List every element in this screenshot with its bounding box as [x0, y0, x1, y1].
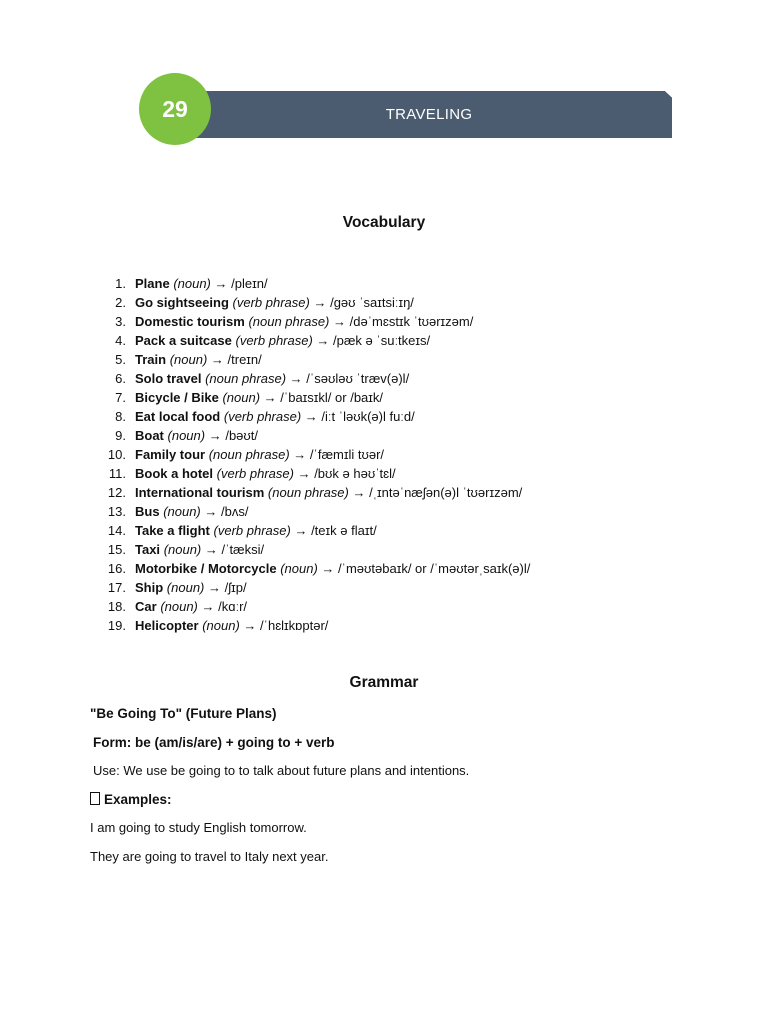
vocabulary-term: Boat	[135, 428, 164, 443]
vocabulary-item	[100, 559, 530, 578]
vocabulary-item	[100, 350, 530, 369]
pronunciation: → /pleɪn/	[214, 276, 268, 291]
vocabulary-term: Plane	[135, 276, 170, 291]
vocabulary-item-number: 9.	[115, 428, 126, 443]
vocabulary-item-number: 7.	[115, 390, 126, 405]
vocabulary-term: Family tour	[135, 447, 206, 462]
vocabulary-term: Book a hotel	[135, 466, 214, 481]
part-of-speech: (noun)	[202, 618, 240, 633]
vocabulary-term: Car	[135, 599, 157, 614]
grammar-use: Use: We use be going to to talk about future plans and intentions.	[93, 763, 470, 778]
vocabulary-item-number: 6.	[115, 371, 126, 386]
part-of-speech: (noun)	[163, 542, 202, 557]
vocabulary-item-number: 1.	[115, 276, 126, 291]
pronunciation: → /bʊk ə həʊˈtɛl/	[297, 466, 396, 481]
vocabulary-term: Domestic tourism	[135, 314, 245, 329]
pronunciation: → /ˈbaɪsɪkl/ or /baɪk/	[263, 390, 384, 405]
vocabulary-item-number: 2.	[115, 295, 126, 310]
pronunciation: → /kɑːr/	[201, 599, 248, 614]
vocabulary-item-number: 10.	[107, 447, 126, 462]
vocabulary-item	[100, 483, 530, 502]
vocabulary-item-number: 8.	[115, 409, 126, 424]
vocabulary-term: Helicopter	[135, 618, 199, 633]
part-of-speech: (noun)	[173, 276, 211, 291]
vocabulary-item	[100, 426, 530, 445]
vocabulary-item-number: 3.	[115, 314, 126, 329]
vocabulary-title: Vocabulary	[342, 214, 426, 231]
vocabulary-term: Bus	[135, 504, 160, 519]
vocabulary-term: Pack a suitcase	[135, 333, 232, 348]
pronunciation: → /bəʊt/	[208, 428, 259, 443]
part-of-speech: (noun)	[160, 599, 198, 614]
vocabulary-item-number: 13.	[107, 504, 126, 519]
vocabulary-term: International tourism	[135, 485, 265, 500]
pronunciation: → /teɪk ə flaɪt/	[294, 523, 377, 538]
vocabulary-item	[100, 445, 530, 464]
part-of-speech: (verb phrase)	[232, 295, 310, 310]
vocabulary-item-number: 11.	[108, 466, 126, 481]
part-of-speech: (noun)	[222, 390, 261, 405]
vocabulary-item	[100, 502, 530, 521]
vocabulary-item	[100, 312, 530, 331]
pronunciation: → /bʌs/	[204, 504, 249, 519]
pronunciation: → /pæk ə ˈsuːtkeɪs/	[316, 333, 431, 348]
vocabulary-term: Take a flight	[135, 523, 210, 538]
part-of-speech: (noun)	[169, 352, 208, 367]
vocabulary-item-number: 17.	[107, 580, 126, 595]
part-of-speech: (noun)	[280, 561, 318, 576]
vocabulary-term: Bicycle / Bike	[135, 390, 219, 405]
vocabulary-item-number: 5.	[115, 352, 126, 367]
part-of-speech: (verb phrase)	[216, 466, 294, 481]
part-of-speech: (noun)	[163, 504, 201, 519]
vocabulary-item	[100, 293, 530, 312]
vocabulary-item-number: 4.	[115, 333, 126, 348]
pronunciation: → /ɡəʊ ˈsaɪtsiːɪŋ/	[313, 295, 414, 310]
grammar-form: Form: be (am/is/are) + going to + verb	[93, 735, 335, 750]
vocabulary-item	[100, 464, 530, 483]
part-of-speech: (noun phrase)	[208, 447, 290, 462]
part-of-speech: (verb phrase)	[213, 523, 291, 538]
vocabulary-item-number: 14.	[107, 523, 126, 538]
pronunciation: → /ˈməʊtəbaɪk/ or /ˈməʊtərˌsaɪk(ə)l/	[321, 561, 531, 576]
vocabulary-item-number: 18.	[107, 599, 126, 614]
vocabulary-term: Taxi	[135, 542, 161, 557]
vocabulary-item	[100, 331, 530, 350]
examples-heading	[90, 792, 172, 807]
pronunciation: → /ˈfæmɪli tʊər/	[293, 447, 385, 462]
example-sentence: They are going to travel to Italy next year.	[90, 849, 329, 864]
part-of-speech: (verb phrase)	[235, 333, 313, 348]
page-title: TRAVELING	[385, 106, 473, 123]
grammar-title: Grammar	[349, 674, 419, 691]
vocabulary-term: Ship	[135, 580, 164, 595]
unit-number-badge: 29	[139, 73, 211, 145]
pronunciation: → /ˈsəʊləʊ ˈtræv(ə)l/	[289, 371, 410, 386]
vocabulary-item-number: 15.	[107, 542, 126, 557]
vocabulary-item	[100, 388, 530, 407]
part-of-speech: (noun phrase)	[267, 485, 349, 500]
examples-label: Examples:	[104, 792, 172, 807]
vocabulary-item	[100, 407, 530, 426]
part-of-speech: (verb phrase)	[223, 409, 302, 424]
pronunciation: → /ʃɪp/	[208, 580, 247, 595]
example-sentence: I am going to study English tomorrow.	[90, 820, 307, 835]
pronunciation: → /iːt ˈləʊk(ə)l fuːd/	[304, 409, 415, 424]
pronunciation: → /dəˈmɛstɪk ˈtʊərɪzəm/	[333, 314, 474, 329]
vocabulary-item	[100, 540, 530, 559]
pronunciation: → /ˌɪntəˈnæʃən(ə)l ˈtʊərɪzəm/	[352, 485, 523, 500]
part-of-speech: (noun)	[167, 428, 206, 443]
vocabulary-item	[100, 369, 530, 388]
missing-glyph-icon	[90, 792, 100, 805]
vocabulary-term: Train	[135, 352, 167, 367]
vocabulary-item-number: 12.	[107, 485, 126, 500]
vocabulary-list	[100, 274, 530, 635]
pronunciation: → /ˈhɛlɪkɒptər/	[243, 618, 329, 633]
pronunciation: → /ˈtæksi/	[204, 542, 265, 557]
vocabulary-term: Solo travel	[135, 371, 202, 386]
vocabulary-item-number: 19.	[107, 618, 126, 633]
vocabulary-term: Eat local food	[135, 409, 221, 424]
vocabulary-item	[100, 578, 530, 597]
grammar-heading: "Be Going To" (Future Plans)	[90, 706, 277, 721]
vocabulary-term: Go sightseeing	[135, 295, 229, 310]
vocabulary-item	[100, 616, 530, 635]
vocabulary-item	[100, 597, 530, 616]
vocabulary-term: Motorbike / Motorcycle	[135, 561, 277, 576]
pronunciation: → /treɪn/	[210, 352, 262, 367]
vocabulary-item-number: 16.	[107, 561, 126, 576]
part-of-speech: (noun phrase)	[205, 371, 287, 386]
part-of-speech: (noun)	[166, 580, 205, 595]
vocabulary-item	[100, 521, 530, 540]
part-of-speech: (noun phrase)	[248, 314, 330, 329]
vocabulary-item	[100, 274, 530, 293]
